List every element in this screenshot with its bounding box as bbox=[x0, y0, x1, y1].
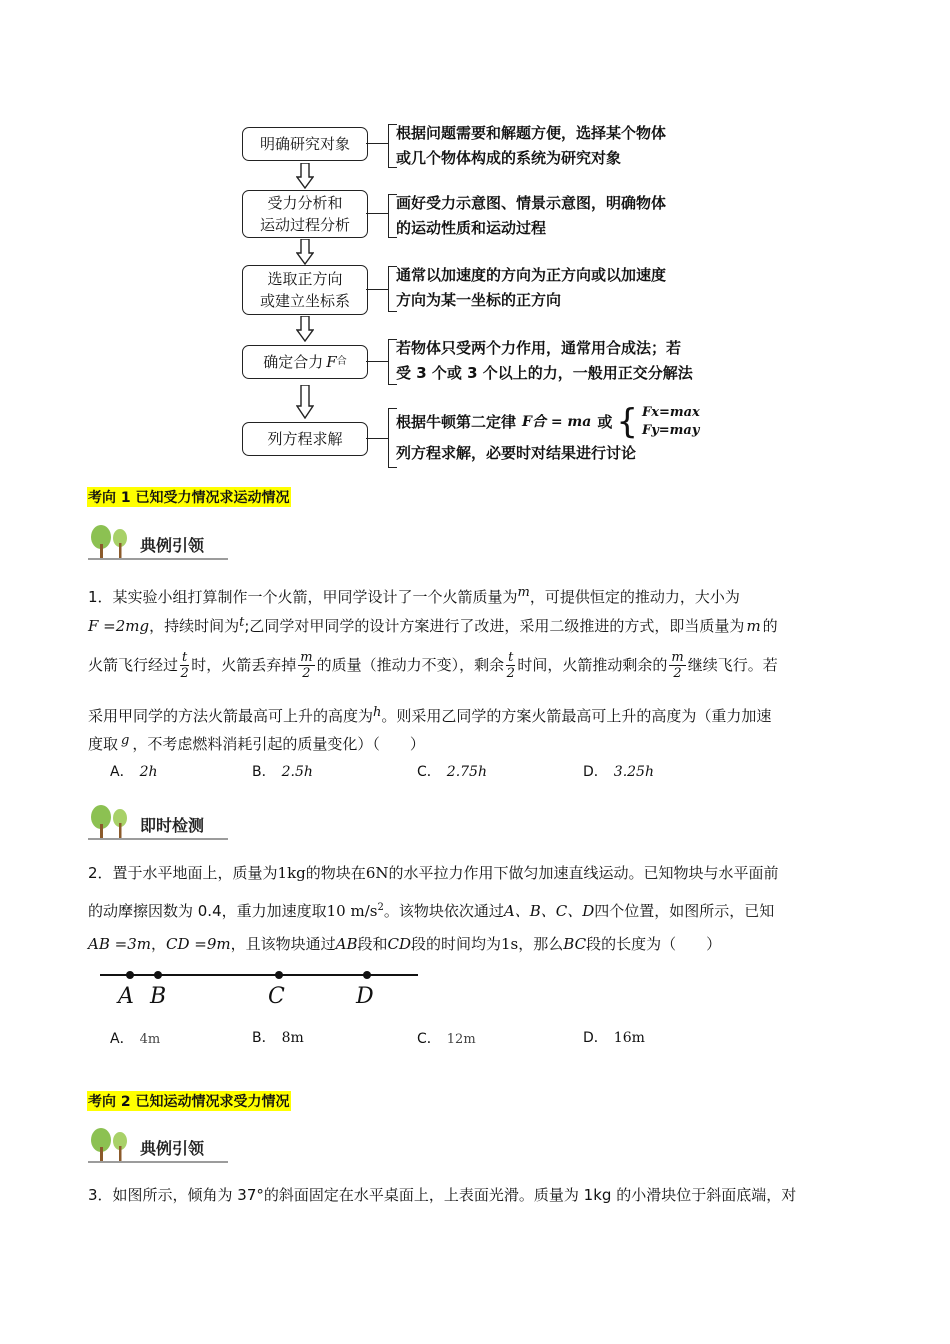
q1-option-a[interactable]: A． 2h bbox=[110, 764, 158, 780]
brace-icon: { bbox=[616, 402, 638, 442]
q1-option-b[interactable]: B． 2.5h bbox=[252, 764, 313, 780]
q1-line-3: 火箭飞行经过 $\frac{t}{2}$ 时，火箭丢弃掉 $\frac{m}{2}$ 的质量（推动力不变），剩余 $\frac{t}{2}$ 时间，火箭推动剩余的 $\frac{m}{2}$ 继续飞行。若 bbox=[88, 650, 778, 681]
fraction-t-over-2: $\frac{t}{2}$ bbox=[506, 650, 515, 681]
q2-line-1: 2．置于水平地面上，质量为1kg的物块在6N的水平拉力作用下做匀加速直线运动。已知物块与水平面前 bbox=[88, 864, 779, 882]
q1-option-d[interactable]: D． 3.25h bbox=[583, 764, 654, 780]
q2-line-2: 的动摩擦因数为 0.4，重力加速度取10 $m/s^2$。该物块依次通过A、B、C、D四个位置，如图所示，已知 bbox=[88, 902, 775, 920]
flow-desc-1: 根据问题需要和解题方便，选择某个物体 或几个物体构成的系统为研究对象 bbox=[396, 124, 667, 167]
q1-line-2: F =2mg，持续时间为t;乙同学对甲同学的设计方案进行了改进，采用二级推进的方式，即当质量为 m 的 bbox=[88, 615, 778, 635]
q2-option-a[interactable]: A． 4m bbox=[110, 1031, 161, 1047]
point-c-dot bbox=[275, 971, 283, 979]
down-arrow-icon bbox=[296, 163, 314, 189]
flow-connector bbox=[366, 438, 388, 439]
q1-option-c[interactable]: C． 2.75h bbox=[417, 764, 487, 780]
flow-connector bbox=[366, 361, 388, 362]
point-a-label: A bbox=[118, 984, 134, 1009]
tree-icon bbox=[88, 804, 136, 840]
section-title-2: 考向 2 已知运动情况求受力情况 bbox=[87, 1091, 291, 1111]
point-d-label: D bbox=[356, 984, 374, 1009]
flow-desc-5: 根据牛顿第二定律 F合 = ma 或 { Fx=max Fy=may 列方程求解，必要时对结果进行讨论 bbox=[396, 402, 700, 462]
flow-box-research-object: 明确研究对象 bbox=[242, 127, 368, 161]
down-arrow-icon bbox=[296, 385, 314, 419]
flow-desc-3: 通常以加速度的方向为正方向或以加速度 方向为某一坐标的正方向 bbox=[396, 266, 667, 309]
fraction-m-over-2: $\frac{m}{2}$ bbox=[671, 650, 684, 681]
example-header-1: 典例引领 bbox=[88, 522, 238, 560]
point-b-label: B bbox=[150, 984, 167, 1009]
check-header: 即时检测 bbox=[88, 802, 238, 840]
point-a-dot bbox=[126, 971, 134, 979]
flow-connector bbox=[366, 289, 388, 290]
fraction-m-over-2: $\frac{m}{2}$ bbox=[300, 650, 313, 681]
down-arrow-icon bbox=[296, 239, 314, 265]
fraction-t-over-2: $\frac{t}{2}$ bbox=[180, 650, 189, 681]
flow-connector bbox=[366, 213, 388, 214]
section-title-1: 考向 1 已知受力情况求运动情况 bbox=[87, 487, 291, 507]
point-d-dot bbox=[363, 971, 371, 979]
down-arrow-icon bbox=[296, 316, 314, 342]
q3-line-1: 3．如图所示，倾角为 37°的斜面固定在水平桌面上，上表面光滑。质量为 1kg 的小滑块位于斜面底端，对 bbox=[88, 1186, 797, 1204]
flow-connector bbox=[366, 143, 388, 144]
flow-box-force-analysis: 受力分析和 运动过程分析 bbox=[242, 190, 368, 238]
flow-box-solve-equations: 列方程求解 bbox=[242, 422, 368, 456]
q2-option-c[interactable]: C． 12m bbox=[417, 1031, 476, 1047]
q2-option-d[interactable]: D． 16m bbox=[583, 1030, 645, 1046]
flow-box-net-force: 确定合力 F 合 bbox=[242, 345, 368, 379]
flow-desc-4: 若物体只受两个力作用，通常用合成法；若 受 3 个或 3 个以上的力，一般用正交分解法 bbox=[396, 339, 693, 382]
header-underline bbox=[88, 558, 228, 560]
tree-icon bbox=[88, 1127, 136, 1163]
q1-line-1: 1．某实验小组打算制作一个火箭，甲同学设计了一个火箭质量为m，可提供恒定的推动力，大小为 bbox=[88, 585, 740, 606]
q1-line-5: 度取 g ，不考虑燃料消耗引起的质量变化）（ ） bbox=[88, 733, 425, 753]
header-underline bbox=[88, 1161, 228, 1163]
q2-line-3: AB =3m，CD =9m，且该物块通过AB段和CD段的时间均为1s，那么BC段的长度为（ ） bbox=[88, 935, 722, 953]
q1-line-4: 采用甲同学的方法火箭最高可上升的高度为h。则采用乙同学的方案火箭最高可上升的高度为（重力加速 bbox=[88, 705, 772, 725]
q2-option-b[interactable]: B． 8m bbox=[252, 1030, 304, 1046]
flow-desc-2: 画好受力示意图、情景示意图，明确物体 的运动性质和运动过程 bbox=[396, 194, 667, 237]
point-c-label: C bbox=[268, 984, 285, 1009]
tree-icon bbox=[88, 524, 136, 560]
flow-box-positive-direction: 选取正方向 或建立坐标系 bbox=[242, 265, 368, 315]
example-header-2: 典例引领 bbox=[88, 1125, 238, 1163]
point-b-dot bbox=[154, 971, 162, 979]
header-underline bbox=[88, 838, 228, 840]
